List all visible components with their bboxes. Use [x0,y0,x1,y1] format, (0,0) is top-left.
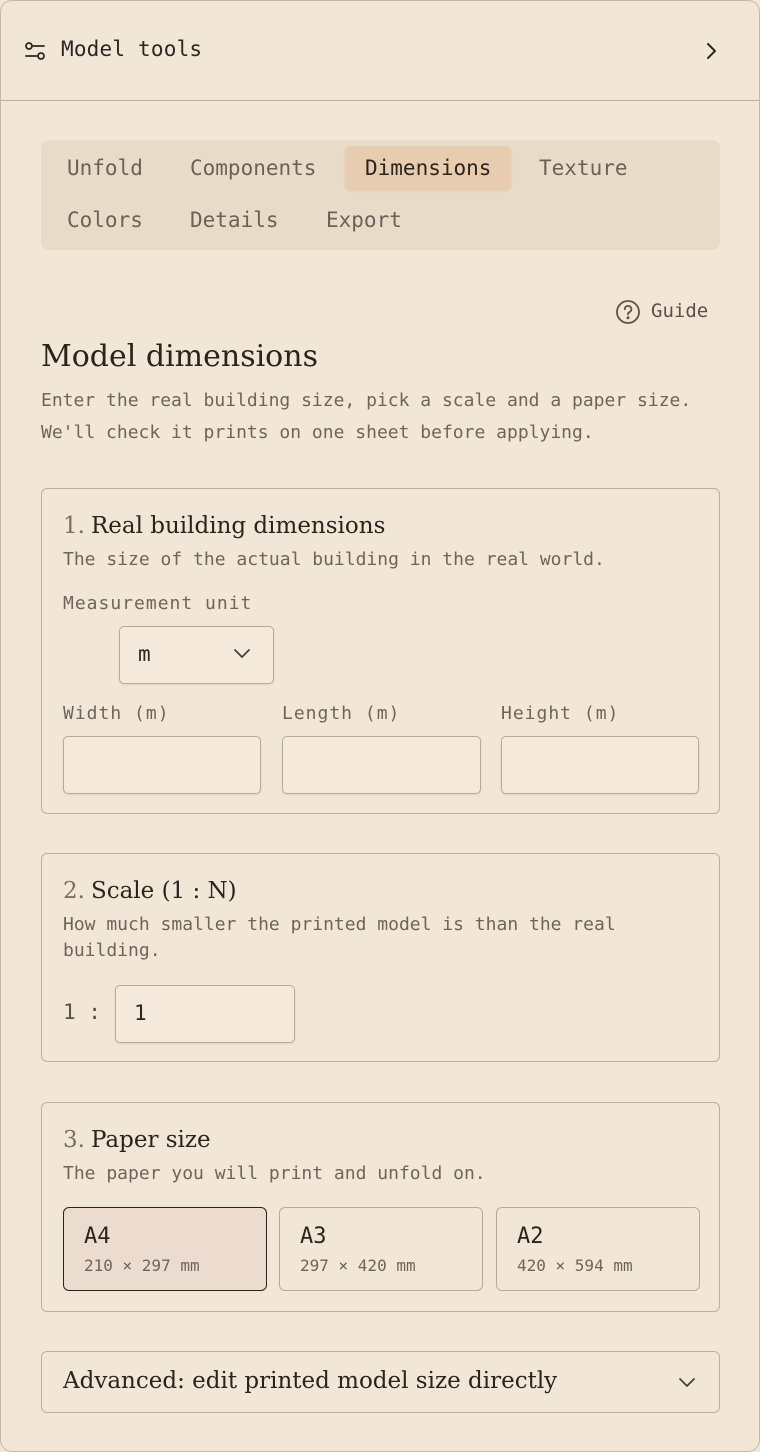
section-number: 2. [63,878,85,904]
section-title-text: Real building dimensions [90,513,386,539]
chevron-right-icon[interactable] [701,39,723,63]
page-description-line-2: We'll check it prints on one sheet before applying. [41,422,594,443]
paper-name: A4 [84,1224,111,1249]
section-title [63,1127,211,1153]
tab-dimensions[interactable]: Dimensions [345,146,511,190]
page-description [41,385,731,449]
chevron-down-icon [678,1376,696,1390]
paper-option-a2[interactable] [496,1207,700,1291]
section-title [63,513,385,539]
paper-name: A2 [517,1224,544,1249]
section-title-text: Paper size [90,1127,211,1153]
width-input[interactable] [63,736,261,794]
paper-dimensions: 297 × 420 mm [300,1256,416,1275]
page-description-line-1: Enter the real building size, pick a scale and a paper size. [41,390,692,411]
guide-label: Guide [651,300,709,322]
section-number: 1. [63,513,85,539]
unit-select-value: m [138,642,151,666]
page-title: Model dimensions [41,339,318,374]
paper-size-card [41,1102,720,1312]
height-label: Height (m) [501,703,620,724]
section-description: The paper you will print and unfold on. [63,1163,486,1184]
panel-header[interactable] [1,1,759,101]
chevron-down-icon [233,647,251,661]
section-title-text: Scale (1 : N) [90,878,237,904]
panel-title: Model tools [61,37,203,61]
advanced-label: Advanced: edit printed model size directly [63,1368,558,1394]
paper-dimensions: 420 × 594 mm [517,1256,633,1275]
section-description-line-2: building. [63,940,161,961]
paper-dimensions: 210 × 297 mm [84,1256,200,1275]
advanced-expander[interactable] [41,1351,720,1413]
length-label: Length (m) [282,703,401,724]
section-description: The size of the actual building in the real world. [63,549,605,570]
scale-card [41,853,720,1062]
unit-label: Measurement unit [63,593,253,614]
tab-texture[interactable]: Texture [539,156,628,180]
real-dimensions-card [41,488,720,814]
sliders-icon [23,39,47,63]
section-number: 3. [63,1127,85,1153]
tab-colors[interactable]: Colors [67,208,143,232]
height-input[interactable] [501,736,699,794]
tab-unfold[interactable]: Unfold [67,156,143,180]
scale-input[interactable]: 1 [115,985,295,1043]
paper-option-a4[interactable] [63,1207,267,1291]
help-circle-icon [615,299,641,325]
width-label: Width (m) [63,703,170,724]
length-input[interactable] [282,736,481,794]
paper-name: A3 [300,1224,327,1249]
tab-export[interactable]: Export [326,208,402,232]
scale-prefix: 1 : [63,1000,101,1024]
section-description [63,912,616,964]
section-description-line-1: How much smaller the printed model is than the real [63,914,616,935]
paper-option-a3[interactable] [279,1207,483,1291]
section-title [63,878,237,904]
tab-details[interactable]: Details [190,208,279,232]
tab-bar [41,140,720,250]
unit-select[interactable] [119,626,274,684]
tab-components[interactable]: Components [190,156,317,180]
